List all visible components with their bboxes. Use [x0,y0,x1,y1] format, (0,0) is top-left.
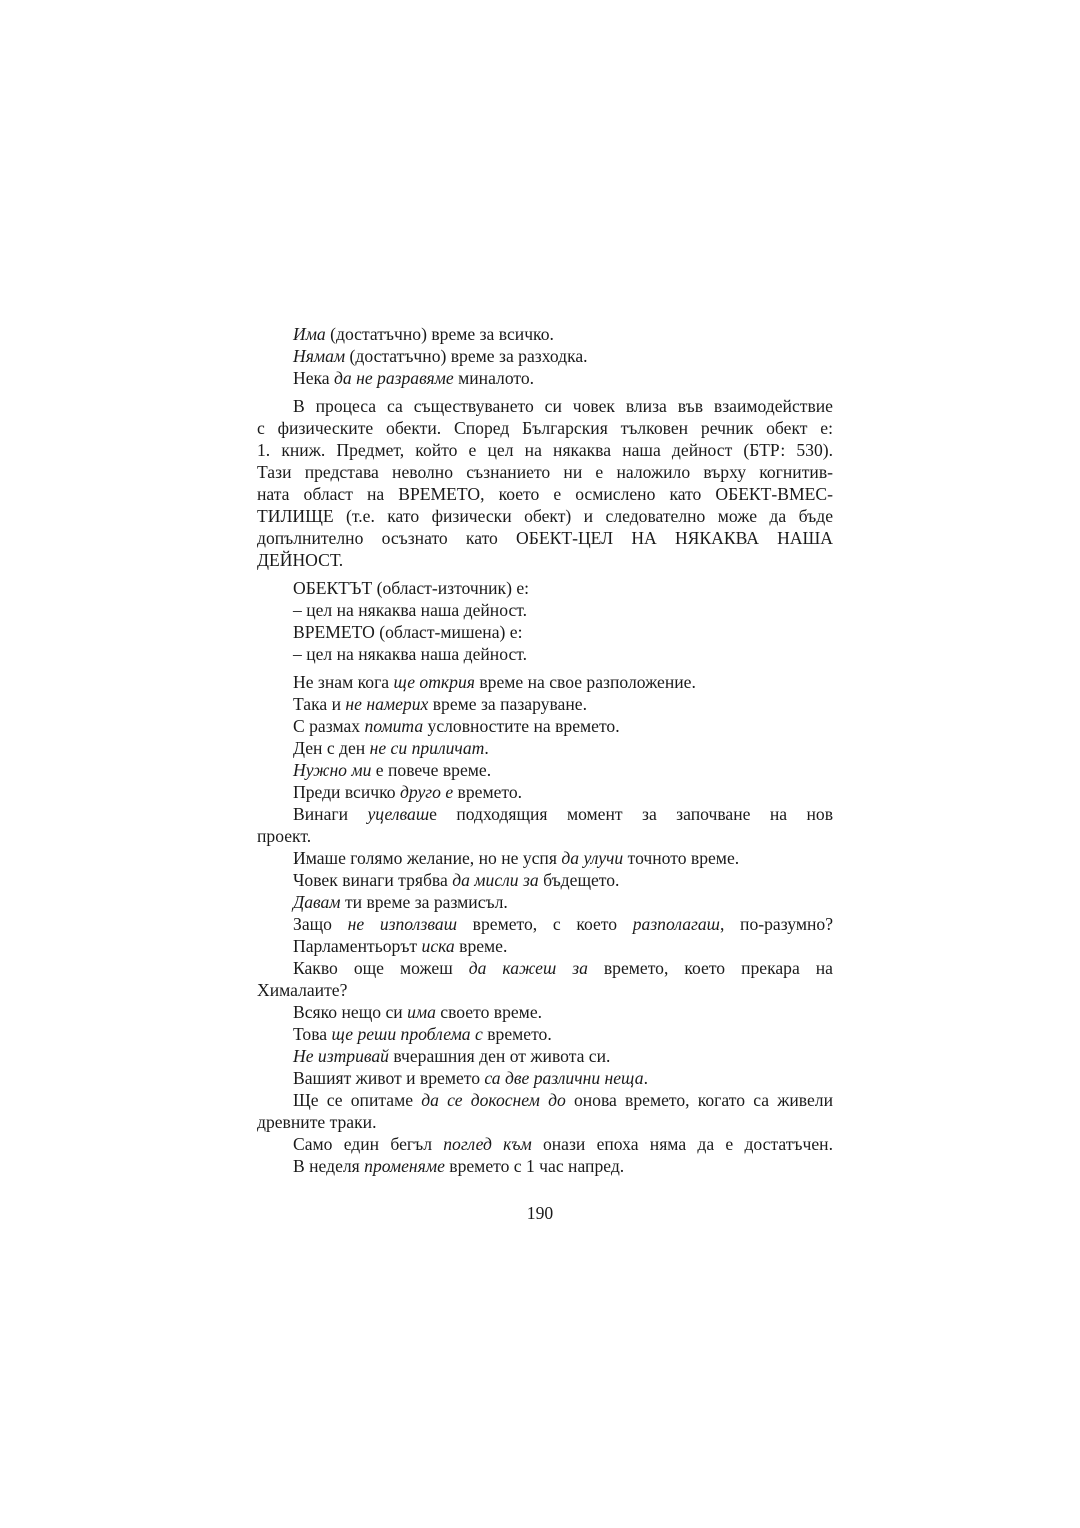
text-segment: Така и [293,694,346,714]
italic-phrase: да не разравяме [334,368,454,388]
text-segment: Човек винаги трябва [293,870,453,890]
text-segment: проект. [257,826,312,846]
text-line [257,781,833,803]
italic-phrase: Нужно ми [293,760,372,780]
text-segment: своето време. [435,1002,543,1022]
italic-phrase: разполагаш [632,914,720,934]
text-segment: Винаги [293,804,368,824]
text-segment: Всяко нещо си [293,1002,408,1022]
italic-phrase: да мисли за [452,870,539,890]
text-segment: Парламентьорът [293,936,422,956]
italic-phrase: Не изтривай [293,1046,389,1066]
italic-phrase: поглед към [443,1134,532,1154]
text-segment: време за пазаруване. [428,694,587,714]
text-line [257,957,833,979]
text-line [257,549,833,571]
text-line [257,461,833,483]
text-line [257,643,833,665]
italic-phrase: да кажеш за [468,958,588,978]
text-line [257,345,833,367]
text-segment: вчерашния ден от живота си. [388,1046,611,1066]
text-segment: онази епоха няма да е достатъчен. [531,1134,833,1154]
italic-phrase: не използваш [347,914,458,934]
text-line [257,693,833,715]
text-segment: В процеса са съществуването си човек влиза във взаимодействие [293,396,833,416]
text-line [257,935,833,957]
text-segment: . [643,1068,648,1088]
text-segment: време на свое разположение. [474,672,696,692]
italic-phrase: друго е [399,782,454,802]
text-segment: времето. [482,1024,552,1044]
text-segment: Само един бегъл [293,1134,444,1154]
text-segment: С размах [293,716,365,736]
italic-phrase: иска [421,936,455,956]
italic-phrase: ще реши проблема с [331,1024,483,1044]
text-segment: Преди всичко [293,782,400,802]
text-line [257,577,833,599]
text-line [257,395,833,417]
text-segment: (достатъчно) време за всичко. [325,324,554,344]
text-line [257,527,833,549]
italic-phrase: Давам [293,892,341,912]
text-line [257,621,833,643]
text-line [257,825,833,847]
text-line [257,715,833,737]
text-segment: е повече време. [371,760,492,780]
text-segment: условностите на времето. [423,716,620,736]
text-segment: ната област на ВРЕМЕТО, което е осмислено като ОБЕКТ-ВМЕС- [257,484,833,504]
text-line [257,913,833,935]
text-segment: времето с 1 час напред. [444,1156,625,1176]
text-line [257,1111,833,1133]
text-segment: Тази представа неволно съзнанието ни е наложило върху когнитив- [257,462,833,482]
body-text [257,323,833,1177]
text-segment: времето, с което [457,914,633,934]
text-segment: онова времето, когато са живели [565,1090,833,1110]
italic-phrase: да улучи [561,848,624,868]
text-line [257,671,833,693]
italic-phrase: не намерих [345,694,429,714]
text-segment: 1. книж. Предмет, който е цел на някаква наша дейност (БТР: 530). [257,440,833,460]
text-segment: миналото. [453,368,535,388]
text-segment: древните траки. [257,1112,377,1132]
text-segment: ДЕЙНОСТ. [257,550,344,570]
text-segment: ОБЕКТЪТ (област-източник) е: [293,578,530,598]
italic-phrase: Нямам [293,346,346,366]
text-segment: с физическите обекти. Според Българския тълковен речник обект е: [257,418,833,438]
text-segment: Ще се опитаме [293,1090,422,1110]
text-segment: ВРЕМЕТО (област-мишена) е: [293,622,523,642]
text-segment: (достатъчно) време за разходка. [345,346,588,366]
text-segment: Вашият живот и времето [293,1068,485,1088]
text-segment: Защо [293,914,348,934]
text-segment: , по-разумно? [719,914,834,934]
text-line [257,1155,833,1177]
text-segment: време. [454,936,508,956]
text-line [257,483,833,505]
text-segment: точното време. [623,848,740,868]
text-line [257,803,833,825]
italic-phrase: променяме [364,1156,445,1176]
text-line [257,1089,833,1111]
italic-phrase: уцелваш [367,804,430,824]
text-segment: Хималаите? [257,980,348,1000]
text-line [257,737,833,759]
text-segment: ТИЛИЩЕ (т.е. като физически обект) и следователно може да бъде [257,506,833,526]
text-line [257,1023,833,1045]
text-line [257,979,833,1001]
text-segment: Ден с ден [293,738,370,758]
text-line [257,439,833,461]
page-number: 190 [526,1203,554,1223]
italic-phrase: Има [293,324,326,344]
text-line [257,869,833,891]
text-segment: В неделя [293,1156,365,1176]
text-line [257,505,833,527]
text-line [257,323,833,345]
text-segment: Не знам кога [293,672,394,692]
text-line [257,847,833,869]
text-line [257,367,833,389]
italic-phrase: помита [364,716,424,736]
text-line [257,1067,833,1089]
text-line [257,1001,833,1023]
text-segment: времето. [453,782,523,802]
italic-phrase: да се докоснем до [421,1090,566,1110]
text-segment: времето, което прекара на [587,958,833,978]
text-line [257,417,833,439]
text-segment: е подходящия момент за започване на нов [429,804,834,824]
italic-phrase: не си приличат [369,738,485,758]
text-segment: допълнително осъзнато като ОБЕКТ-ЦЕЛ НА НЯКАКВА НАША [257,528,833,548]
text-segment: . [484,738,489,758]
text-segment: Нека [293,368,335,388]
text-line [257,1133,833,1155]
italic-phrase: ще открия [393,672,475,692]
text-line [257,891,833,913]
text-segment: Имаше голямо желание, но не успя [293,848,562,868]
text-segment: Какво още можеш [293,958,469,978]
text-line [257,759,833,781]
italic-phrase: има [407,1002,436,1022]
italic-phrase: са две различни неща [484,1068,644,1088]
text-segment: – цел на някаква наша дейност. [293,600,528,620]
text-line [257,1045,833,1067]
text-line [257,599,833,621]
text-segment: бъдещето. [538,870,620,890]
text-segment: Това [293,1024,332,1044]
text-segment: – цел на някаква наша дейност. [293,644,528,664]
text-segment: ти време за размисъл. [340,892,508,912]
